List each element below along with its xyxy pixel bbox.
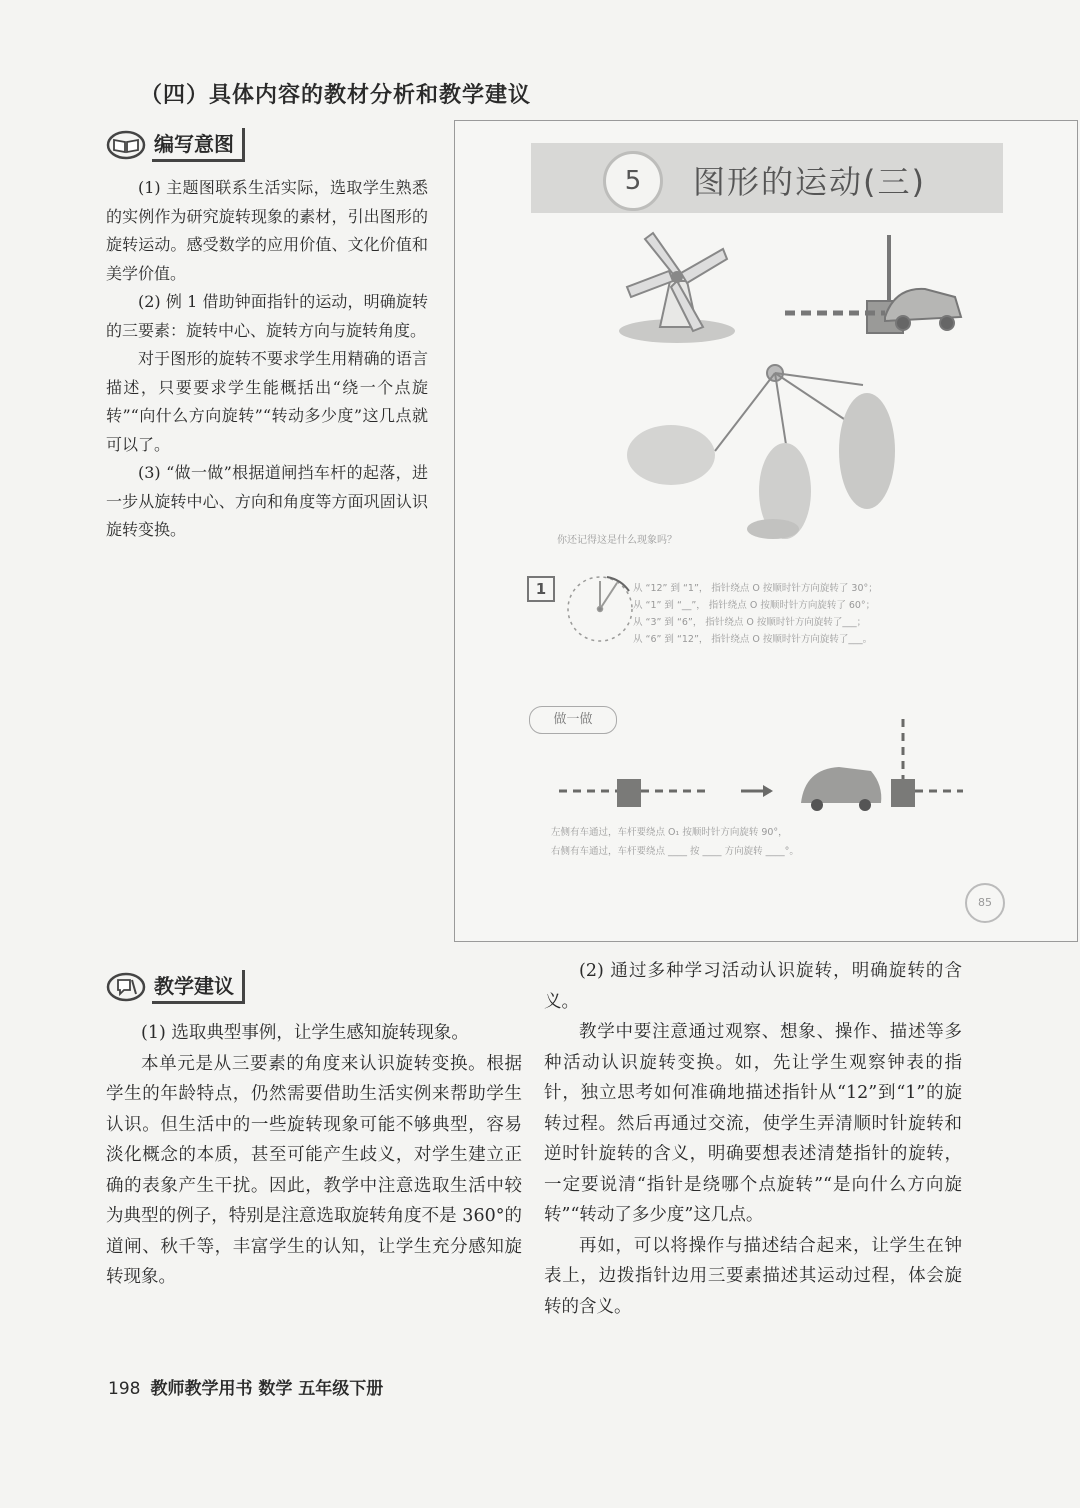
teaching-advice-left: [106, 1018, 522, 1293]
paragraph: 再如，可以将操作与描述结合起来，让学生在钟表上，边拨指针边用三要素描述其运动过程，体会旋转的含义。: [544, 1235, 962, 1317]
page-footer: [108, 1374, 383, 1399]
theme-illustration: [455, 121, 1077, 941]
section-heading: （四）具体内容的教材分析和教学建议: [140, 83, 532, 108]
illustration-caption: 你还记得这是什么现象吗？: [557, 535, 677, 546]
clock-icon: [568, 577, 632, 641]
teacher-icon: [106, 972, 146, 1002]
paragraph: 教学中要注意通过观察、想象、操作、描述等多种活动认识旋转变换。如，先让学生观察钟表的指针，独立思考如何准确地描述指针从“12”到“1”的旋转过程。然后再通过交流，使学生弄清顺时针旋转和逆时针旋转的含义，明确要想表述清楚指针的旋转，一定要说清“指针是绕哪个点旋转”“是向什么方向旋转”“转动了多少度”这几点。: [544, 1022, 962, 1225]
writing-intent-tag: [106, 128, 245, 162]
paragraph: 本单元是从三要素的角度来认识旋转变换。根据学生的年龄特点，仍然需要借助生活实例来帮助学生认识。但生活中的一些旋转现象可能不够典型，容易淡化概念的本质，甚至可能产生歧义，对学生建立正确的表象产生干扰。因此，教学中注意选取生活中较为典型的例子，特别是注意选取旋转角度不是 360°的道闸、秋千等，丰富学生的认知，让学生充分感知旋转现象。: [106, 1053, 522, 1287]
do-it-lines: [551, 823, 799, 861]
do-it-line: 左侧有车通过，车杆要绕点 O₁ 按顺时针方向旋转 90°，: [551, 827, 788, 838]
example-number-box: 1: [527, 576, 555, 602]
do-it-label: 做一做: [529, 706, 617, 734]
paragraph: (3) “做一做”根据道闸挡车杆的起落，进一步从旋转中心、方向和角度等方面巩固认识旋转变换。: [106, 463, 428, 539]
example-line: 从 “3” 到 “6”， 指针绕点 O 按顺时针方向旋转了___；: [633, 617, 867, 628]
example-line: 从 “6” 到 “12”， 指针绕点 O 按顺时针方向旋转了___。: [633, 634, 873, 645]
textbook-page-number: 85: [965, 883, 1005, 923]
barrier-diagram: [559, 719, 963, 811]
textbook-page-scan: [454, 120, 1078, 942]
page-number: 198: [108, 1379, 141, 1399]
example-line: 从 “12” 到 “1”， 指针绕点 O 按顺时针方向旋转了 30°；: [633, 583, 878, 594]
paragraph: 对于图形的旋转不要求学生用精确的语言描述，只要要求学生能概括出“绕一个点旋转”“向什么方向旋转”“转动多少度”这几点就可以了。: [106, 349, 428, 454]
barrier-gate-icon: [785, 235, 961, 333]
swing-icon: [627, 365, 895, 539]
example-line: 从 “1” 到 “__”， 指针绕点 O 按顺时针方向旋转了 60°；: [633, 600, 876, 611]
example-lines: [633, 580, 878, 648]
writing-intent-body: [106, 174, 428, 545]
paragraph: (2) 通过多种学习活动认识旋转，明确旋转的含义。: [544, 961, 962, 1012]
unit-title: 图形的运动(三): [693, 163, 926, 201]
windmill-icon: [619, 233, 735, 343]
teaching-advice-right: [544, 956, 962, 1322]
teaching-advice-tag: [106, 970, 245, 1004]
do-it-line: 右侧有车通过，车杆要绕点 ____ 按 ____ 方向旋转 ____°。: [551, 846, 799, 857]
paragraph: (1) 选取典型事例，让学生感知旋转现象。: [141, 1023, 469, 1043]
paragraph: (1) 主题图联系生活实际，选取学生熟悉的实例作为研究旋转现象的素材，引出图形的旋转运动。感受数学的应用价值、文化价值和美学价值。: [106, 178, 428, 283]
open-book-icon: [106, 130, 146, 160]
unit-number-badge: 5: [603, 151, 663, 211]
writing-intent-label: 编写意图: [152, 128, 245, 162]
book-title: 教师教学用书 数学 五年级下册: [150, 1379, 384, 1399]
paragraph: (2) 例 1 借助钟面指针的运动，明确旋转的三要素：旋转中心、旋转方向与旋转角度。: [106, 292, 428, 340]
teaching-advice-label: 教学建议: [152, 970, 245, 1004]
